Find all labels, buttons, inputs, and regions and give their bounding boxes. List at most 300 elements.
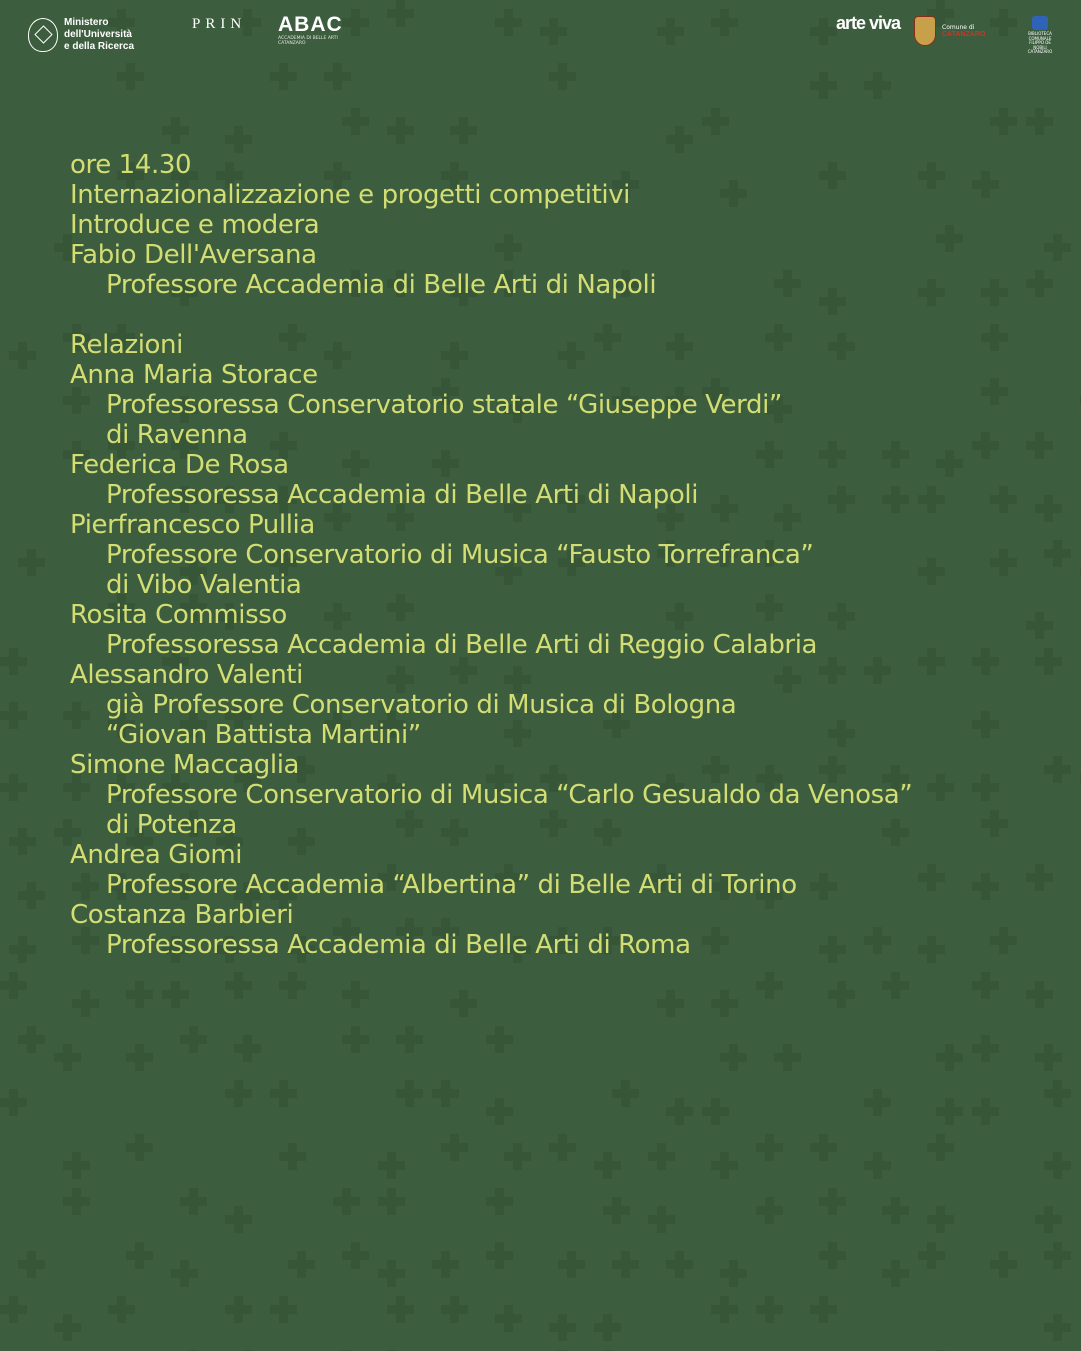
pattern-pixel (774, 1143, 783, 1152)
pattern-pixel (36, 1035, 45, 1044)
pattern-pixel (828, 1305, 837, 1314)
pattern-pixel (351, 1035, 360, 1044)
pattern-pixel (9, 657, 18, 666)
pattern-pixel (0, 657, 9, 666)
pattern-pixel (981, 1044, 990, 1053)
pattern-pixel (819, 1143, 828, 1152)
pattern-pixel (27, 1035, 36, 1044)
pattern-pixel (1035, 612, 1044, 621)
pattern-pixel (567, 1260, 576, 1269)
pattern-pixel (621, 1260, 630, 1269)
pattern-pixel (873, 81, 882, 90)
pattern-pixel (333, 81, 342, 90)
pattern-pixel (450, 1134, 459, 1143)
pattern-pixel (81, 1197, 90, 1206)
pattern-pixel (180, 1278, 189, 1287)
pattern-pixel (720, 1305, 729, 1314)
pattern-pixel (549, 72, 558, 81)
pattern-pixel (333, 1197, 342, 1206)
pattern-pixel (486, 1035, 495, 1044)
pattern-pixel (504, 1107, 513, 1116)
pattern-pixel (468, 126, 477, 135)
pattern-pixel (1053, 1161, 1062, 1170)
pattern-pixel (450, 1152, 459, 1161)
pattern-pixel (279, 1152, 288, 1161)
speaker-role: di Potenza (106, 810, 237, 840)
pattern-pixel (18, 783, 27, 792)
pattern-pixel (63, 1197, 72, 1206)
pattern-pixel (18, 342, 27, 351)
pattern-pixel (675, 1260, 684, 1269)
pattern-pixel (981, 1098, 990, 1107)
pattern-pixel (666, 1152, 675, 1161)
pattern-pixel (765, 990, 774, 999)
pattern-pixel (63, 1044, 72, 1053)
pattern-pixel (495, 1188, 504, 1197)
pattern-pixel (567, 72, 576, 81)
pattern-pixel (117, 1305, 126, 1314)
pattern-pixel (1053, 1215, 1062, 1224)
pattern-pixel (765, 1143, 774, 1152)
pattern-pixel (54, 243, 63, 252)
pattern-pixel (9, 1089, 18, 1098)
pattern-pixel (198, 1197, 207, 1206)
pattern-pixel (684, 1260, 693, 1269)
pattern-pixel (441, 1260, 450, 1269)
pattern-pixel (297, 1269, 306, 1278)
pattern-pixel (675, 135, 684, 144)
pattern-pixel (729, 1278, 738, 1287)
pattern-pixel (657, 1152, 666, 1161)
pattern-pixel (783, 1044, 792, 1053)
pattern-pixel (234, 981, 243, 990)
pattern-pixel (279, 1089, 288, 1098)
speaker-role: Professore Accademia “Albertina” di Belle Arti di Torino (106, 870, 797, 900)
pattern-pixel (666, 990, 675, 999)
pattern-pixel (243, 1053, 252, 1062)
pattern-pixel (621, 1206, 630, 1215)
pattern-pixel (288, 990, 297, 999)
pattern-pixel (9, 351, 18, 360)
pattern-pixel (882, 1098, 891, 1107)
pattern-pixel (288, 972, 297, 981)
pattern-pixel (495, 1044, 504, 1053)
pattern-pixel (900, 981, 909, 990)
pattern-pixel (666, 1008, 675, 1017)
pattern-pixel (621, 1098, 630, 1107)
pattern-pixel (972, 1044, 981, 1053)
pattern-pixel (189, 1269, 198, 1278)
pattern-pixel (819, 1152, 828, 1161)
pattern-pixel (333, 72, 342, 81)
pattern-pixel (459, 135, 468, 144)
pattern-pixel (225, 1305, 234, 1314)
pattern-pixel (18, 828, 27, 837)
pattern-pixel (495, 1260, 504, 1269)
pattern-pixel (1008, 1260, 1017, 1269)
pattern-pixel (9, 783, 18, 792)
pattern-pixel (441, 1080, 450, 1089)
pattern-pixel (936, 1107, 945, 1116)
pattern-pixel (495, 1251, 504, 1260)
pattern-pixel (378, 1269, 387, 1278)
pattern-pixel (873, 1098, 882, 1107)
pattern-pixel (837, 981, 846, 990)
pattern-pixel (279, 981, 288, 990)
pattern-pixel (234, 1206, 243, 1215)
logo-arteviva (836, 13, 901, 33)
pattern-pixel (1044, 1215, 1053, 1224)
pattern-pixel (63, 1053, 72, 1062)
pattern-pixel (1053, 774, 1062, 783)
pattern-pixel (504, 1152, 513, 1161)
pattern-pixel (891, 1206, 900, 1215)
pattern-pixel (342, 1035, 351, 1044)
pattern-pixel (954, 1053, 963, 1062)
pattern-pixel (720, 117, 729, 126)
pattern-pixel (612, 1206, 621, 1215)
pattern-pixel (387, 1278, 396, 1287)
pattern-pixel (18, 657, 27, 666)
pattern-pixel (882, 1206, 891, 1215)
pattern-pixel (828, 1251, 837, 1260)
pattern-pixel (234, 1224, 243, 1233)
pattern-pixel (936, 1134, 945, 1143)
pattern-pixel (279, 1305, 288, 1314)
pattern-pixel (171, 1269, 180, 1278)
pattern-pixel (1035, 630, 1044, 639)
pattern-pixel (1053, 1332, 1062, 1341)
pattern-pixel (1035, 288, 1044, 297)
pattern-pixel (765, 1296, 774, 1305)
pattern-pixel (351, 990, 360, 999)
pattern-pixel (171, 126, 180, 135)
pattern-pixel (243, 1044, 252, 1053)
pattern-pixel (36, 891, 45, 900)
pattern-pixel (396, 1035, 405, 1044)
pattern-pixel (621, 1089, 630, 1098)
pattern-pixel (279, 1296, 288, 1305)
pattern-pixel (234, 135, 243, 144)
pattern-pixel (1053, 1314, 1062, 1323)
pattern-pixel (999, 1260, 1008, 1269)
pattern-pixel (981, 1107, 990, 1116)
pattern-pixel (351, 999, 360, 1008)
pattern-pixel (342, 117, 351, 126)
pattern-pixel (9, 945, 18, 954)
pattern-pixel (549, 1143, 558, 1152)
pattern-pixel (486, 1107, 495, 1116)
pattern-pixel (1044, 117, 1053, 126)
pattern-pixel (765, 972, 774, 981)
pattern-pixel (720, 1008, 729, 1017)
pattern-pixel (387, 1188, 396, 1197)
pattern-pixel (441, 1089, 450, 1098)
pattern-pixel (405, 1035, 414, 1044)
pattern-pixel (882, 1269, 891, 1278)
pattern-pixel (1044, 1251, 1053, 1260)
speaker-role: “Giovan Battista Martini” (106, 720, 421, 750)
pattern-pixel (297, 1260, 306, 1269)
pattern-pixel (999, 1251, 1008, 1260)
pattern-pixel (387, 1197, 396, 1206)
pattern-pixel (441, 1269, 450, 1278)
pattern-pixel (459, 999, 468, 1008)
pattern-pixel (783, 1053, 792, 1062)
pattern-pixel (1062, 1251, 1071, 1260)
pattern-pixel (1053, 765, 1062, 774)
pattern-pixel (270, 72, 279, 81)
pattern-pixel (126, 1251, 135, 1260)
pattern-pixel (189, 1044, 198, 1053)
pattern-pixel (1044, 549, 1053, 558)
pattern-pixel (810, 1143, 819, 1152)
pattern-pixel (180, 1197, 189, 1206)
pattern-pixel (666, 999, 675, 1008)
pattern-pixel (450, 1296, 459, 1305)
pattern-pixel (180, 990, 189, 999)
pattern-pixel (234, 972, 243, 981)
pattern-pixel (396, 1089, 405, 1098)
pattern-pixel (180, 1269, 189, 1278)
pattern-pixel (711, 1098, 720, 1107)
pattern-pixel (1044, 1161, 1053, 1170)
pattern-pixel (711, 1116, 720, 1125)
pattern-pixel (837, 990, 846, 999)
pattern-pixel (936, 1251, 945, 1260)
pattern-pixel (243, 1089, 252, 1098)
pattern-pixel (27, 945, 36, 954)
pattern-pixel (414, 1035, 423, 1044)
pattern-pixel (396, 1314, 405, 1323)
pattern-pixel (603, 1314, 612, 1323)
pattern-pixel (135, 1053, 144, 1062)
pattern-pixel (666, 1215, 675, 1224)
pattern-pixel (1044, 1323, 1053, 1332)
pattern-pixel (1053, 1089, 1062, 1098)
pattern-pixel (504, 1305, 513, 1314)
pattern-pixel (999, 1269, 1008, 1278)
pattern-pixel (990, 1260, 999, 1269)
pattern-pixel (405, 126, 414, 135)
pattern-pixel (711, 108, 720, 117)
pattern-pixel (558, 72, 567, 81)
pattern-pixel (243, 1035, 252, 1044)
pattern-pixel (387, 1161, 396, 1170)
pattern-pixel (144, 1251, 153, 1260)
pattern-pixel (81, 1161, 90, 1170)
pattern-pixel (288, 1305, 297, 1314)
pattern-pixel (27, 567, 36, 576)
pattern-pixel (360, 117, 369, 126)
speaker-role: di Ravenna (106, 420, 248, 450)
pattern-pixel (729, 1053, 738, 1062)
speaker-name: Simone Maccaglia (70, 750, 300, 780)
pattern-pixel (936, 1206, 945, 1215)
pattern-pixel (1062, 549, 1071, 558)
pattern-pixel (351, 1026, 360, 1035)
pattern-pixel (405, 1080, 414, 1089)
pattern-pixel (1035, 981, 1044, 990)
pattern-pixel (441, 1098, 450, 1107)
pattern-pixel (63, 1314, 72, 1323)
pattern-pixel (720, 1314, 729, 1323)
pattern-pixel (234, 126, 243, 135)
pattern-pixel (900, 1269, 909, 1278)
pattern-pixel (936, 1053, 945, 1062)
pattern-pixel (144, 990, 153, 999)
pattern-pixel (882, 1161, 891, 1170)
biblioteca-mark-icon (1032, 16, 1048, 30)
pattern-pixel (657, 1224, 666, 1233)
pattern-pixel (1026, 990, 1035, 999)
pattern-pixel (666, 135, 675, 144)
pattern-pixel (0, 711, 9, 720)
pattern-pixel (1035, 432, 1044, 441)
pattern-pixel (630, 1260, 639, 1269)
pattern-pixel (495, 1107, 504, 1116)
pattern-pixel (234, 1098, 243, 1107)
pattern-pixel (1008, 117, 1017, 126)
pattern-pixel (1053, 1152, 1062, 1161)
pattern-pixel (18, 558, 27, 567)
pattern-pixel (18, 945, 27, 954)
biblioteca-text: BIBLIOTECA COMUNALE FILIPPO DE NOBILI CATANZARO (1027, 31, 1053, 54)
pattern-pixel (1035, 864, 1044, 873)
pattern-pixel (612, 1197, 621, 1206)
pattern-pixel (9, 774, 18, 783)
logo-comune-catanzaro (914, 16, 985, 46)
pattern-pixel (1035, 270, 1044, 279)
pattern-pixel (999, 126, 1008, 135)
pattern-pixel (981, 1053, 990, 1062)
pattern-pixel (837, 1251, 846, 1260)
pattern-pixel (558, 1332, 567, 1341)
pattern-pixel (657, 1206, 666, 1215)
pattern-pixel (567, 1251, 576, 1260)
pattern-pixel (486, 1197, 495, 1206)
pattern-pixel (27, 837, 36, 846)
pattern-pixel (9, 837, 18, 846)
pattern-pixel (243, 1215, 252, 1224)
pattern-pixel (414, 1089, 423, 1098)
pattern-pixel (495, 1314, 504, 1323)
pattern-pixel (189, 1188, 198, 1197)
pattern-pixel (657, 999, 666, 1008)
program-text (70, 150, 1030, 960)
pattern-pixel (405, 1089, 414, 1098)
pattern-pixel (1035, 999, 1044, 1008)
pattern-pixel (18, 1305, 27, 1314)
pattern-pixel (720, 1053, 729, 1062)
pattern-pixel (675, 1116, 684, 1125)
pattern-pixel (162, 990, 171, 999)
speaker-name: Federica De Rosa (70, 450, 289, 480)
pattern-pixel (900, 1206, 909, 1215)
pattern-pixel (171, 981, 180, 990)
pattern-pixel (450, 1260, 459, 1269)
pattern-pixel (405, 1026, 414, 1035)
pattern-pixel (981, 981, 990, 990)
pattern-pixel (234, 990, 243, 999)
pattern-pixel (1044, 513, 1053, 522)
pattern-pixel (18, 891, 27, 900)
pattern-pixel (126, 990, 135, 999)
pattern-pixel (234, 1296, 243, 1305)
pattern-pixel (9, 702, 18, 711)
pattern-pixel (558, 1314, 567, 1323)
pattern-pixel (648, 1215, 657, 1224)
pattern-pixel (351, 1251, 360, 1260)
pattern-pixel (27, 558, 36, 567)
logo-ministero-text: Ministero dell'Università e della Ricerca (64, 17, 135, 52)
pattern-pixel (495, 1197, 504, 1206)
pattern-pixel (27, 1026, 36, 1035)
pattern-pixel (270, 1305, 279, 1314)
pattern-pixel (990, 117, 999, 126)
pattern-pixel (162, 126, 171, 135)
pattern-pixel (720, 1152, 729, 1161)
pattern-pixel (675, 1269, 684, 1278)
pattern-pixel (342, 1206, 351, 1215)
pattern-pixel (657, 1215, 666, 1224)
pattern-pixel (603, 1323, 612, 1332)
pattern-pixel (711, 1161, 720, 1170)
pattern-pixel (1035, 117, 1044, 126)
pattern-pixel (459, 126, 468, 135)
pattern-pixel (189, 1206, 198, 1215)
pattern-pixel (450, 999, 459, 1008)
pattern-pixel (342, 990, 351, 999)
pattern-pixel (1053, 1251, 1062, 1260)
pattern-pixel (189, 1026, 198, 1035)
pattern-pixel (927, 1215, 936, 1224)
pattern-pixel (0, 1305, 9, 1314)
pattern-pixel (9, 711, 18, 720)
pattern-pixel (405, 1098, 414, 1107)
pattern-pixel (720, 1161, 729, 1170)
speaker-name: Anna Maria Storace (70, 360, 318, 390)
pattern-pixel (1044, 495, 1053, 504)
pattern-pixel (873, 90, 882, 99)
pattern-pixel (225, 1215, 234, 1224)
pattern-pixel (756, 1206, 765, 1215)
pattern-pixel (9, 792, 18, 801)
pattern-pixel (972, 981, 981, 990)
pattern-pixel (387, 1152, 396, 1161)
pattern-pixel (1044, 1089, 1053, 1098)
pattern-pixel (792, 1053, 801, 1062)
pattern-pixel (27, 891, 36, 900)
pattern-pixel (135, 1062, 144, 1071)
pattern-pixel (630, 1089, 639, 1098)
pattern-pixel (1053, 1323, 1062, 1332)
pattern-pixel (27, 882, 36, 891)
pattern-pixel (126, 72, 135, 81)
pattern-pixel (1053, 540, 1062, 549)
pattern-pixel (18, 981, 27, 990)
pattern-pixel (765, 1305, 774, 1314)
speaker-role: Professoressa Accademia di Belle Arti di Reggio Calabria (106, 630, 818, 660)
pattern-pixel (27, 1260, 36, 1269)
pattern-pixel (387, 1170, 396, 1179)
pattern-pixel (603, 1152, 612, 1161)
pattern-pixel (288, 1152, 297, 1161)
pattern-pixel (720, 1269, 729, 1278)
pattern-pixel (1053, 1080, 1062, 1089)
pattern-pixel (18, 936, 27, 945)
pattern-pixel (810, 81, 819, 90)
